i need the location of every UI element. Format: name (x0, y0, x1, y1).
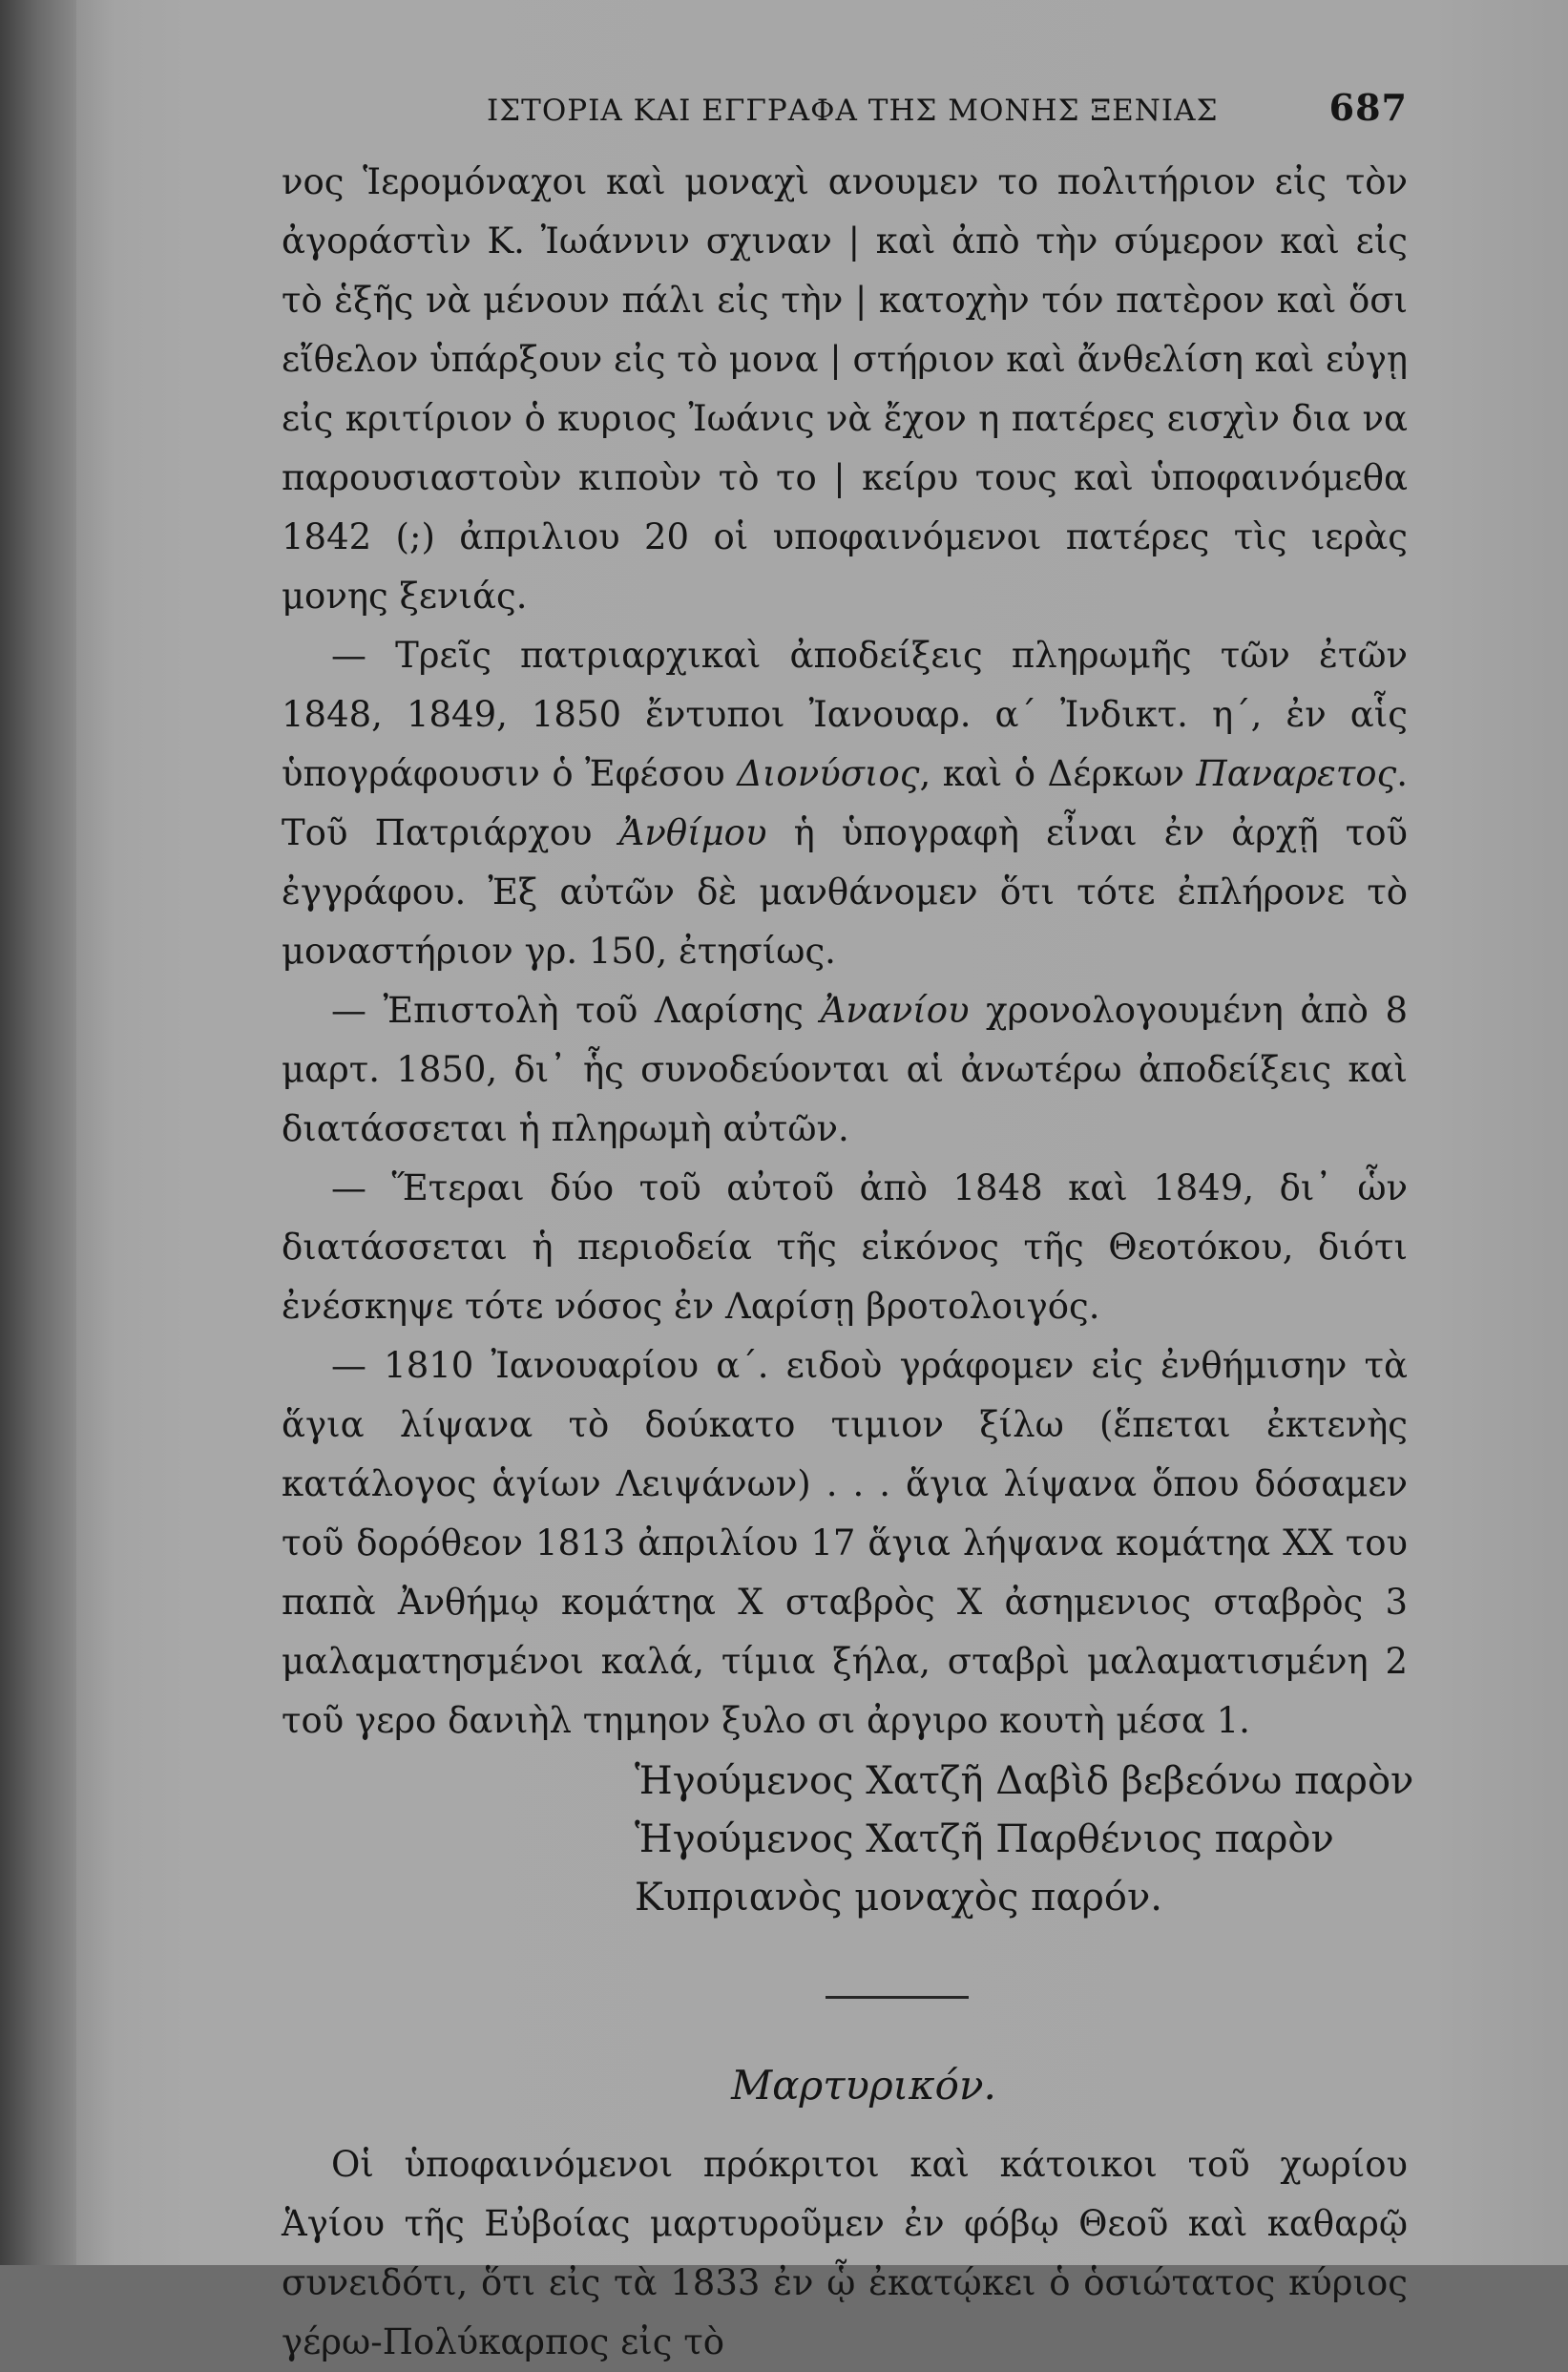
paragraph-testimony: Οἱ ὑποφαινόμενοι πρόκριτοι καὶ κάτοικοι τοῦ χωρίου Ἁγίου τῆς Εὐβοίας μαρτυροῦμεν ἐν φόβῳ Θεοῦ καὶ καθαρῷ συνειδότι, ὅτι εἰς τὰ 1833 ἐν ᾧ ἐκατῴκει ὁ ὁσιώτατος κύριος γέρω-Πολύκαρπος εἰς τὸ (282, 2144, 1408, 2362)
text-run: — Τρεῖς πατριαρχικαὶ ἀποδείξεις πληρωμῆς τῶν ἐτῶν 1848, 1849, 1850 ἔντυποι Ἰανουαρ. α΄ Ἰνδικτ. η΄, ἐν αἷς ὑπογράφουσιν ὁ Ἐφέσου (282, 635, 1408, 794)
paragraph-relics-1810: — 1810 Ἰανουαρίου α΄. ειδοὺ γράφομεν εἰς ἐνθήμισην τὰ ἅγια λίψανα τὸ δούκατο τιμιον ξίλω (ἕπεται ἐκτενὴς κατάλογος ἁγίων Λειψάνων) . . . ἅγια λίψανα ὅπου δόσαμεν τοῦ δορόθεον 1813 ἀπριλίου 17 ἅγια λήψανα κομάτηα XX του παπὰ Ἀνθήμῳ κομάτηα X σταβρὸς X ἀσημενιος σταβρὸς 3 μαλαματησμένοι καλά, τίμια ξήλα, σταβρὶ μαλαματισμένη 2 τοῦ γερο δανιὴλ τημηον ξυλο σι ἀργιρο κουτὴ μέσα 1. (282, 1345, 1408, 1741)
paragraph-document-continuation: νος Ἱερομόναχοι καὶ μοναχὶ ανουμεν το πολιτήριον εἰς τὸν ἀγοράστὶν Κ. Ἰωάννιν σχιναν | καὶ ἀπὸ τὴν σύμερον καὶ εἰς τὸ ἑξῆς νὰ μένουν πάλι εἰς τὴν | κατοχὴν τόν πατὲρον καὶ ὅσι εἴθελον ὑπάρξουν εἰς τὸ μονα | στήριον καὶ ἄνθελίση καὶ εὐγῃ εἰς κριτίριον ὁ κυριος Ἰωάνις νὰ ἔχον η πατέρες εισχὶν δια να παρουσιαστοὺν κιποὺν τὸ το | κείρυ τους καὶ ὑποφαινόμεθα 1842 (;) ἀπριλιου 20 οἱ υποφαινόμενοι πατέρες τὶς ιερὰς μονης ξενιάς. (282, 161, 1408, 617)
text-column (282, 86, 1414, 2372)
text-run: . Τοῦ Πατριάρχου (282, 753, 1408, 853)
paragraph-other-letters: — Ἕτεραι δύο τοῦ αὐτοῦ ἀπὸ 1848 καὶ 1849, δι᾿ ὧν διατάσσεται ἡ περιοδεία τῆς εἰκόνος τῆς Θεοτόκου, διότι ἐνέσκηψε τότε νόσος ἐν Λαρίσῃ βροτολοιγός. (282, 1167, 1408, 1327)
name-ananias: Ἀνανίου (820, 990, 970, 1031)
section-divider (826, 1996, 969, 1999)
name-panaretos: Παναρετος (1196, 753, 1397, 794)
book-spine-shadow (0, 0, 76, 2265)
section-title: Μαρτυρικόν. (731, 2062, 996, 2109)
paragraph-larissa-letter (282, 981, 1408, 1159)
name-dionysios: Διονύσιος (737, 753, 920, 794)
running-title: ΙΣΤΟΡΙΑ ΚΑΙ ΕΓΓΡΑΦΑ ΤΗΣ ΜΟΝΗΣ ΞΕΝΙΑΣ (487, 94, 1219, 128)
body-text-testimony (282, 2135, 1408, 2372)
name-anthimos: Ἀνθίμου (618, 812, 767, 853)
running-header (282, 86, 1408, 134)
text-run: — Ἐπιστολὴ τοῦ Λαρίσης (331, 990, 821, 1031)
text-run: ἡ ὑπογραφὴ εἶναι ἐν ἀρχῇ τοῦ ἐγγράφου. Ἐξ αὐτῶν δὲ μανθάνομεν ὅτι τότε ἐπλήρονε τὸ μοναστήριον γρ. 150, ἐτησίως. (282, 812, 1408, 972)
signature-line: Ἡγούμενος Χατζῆ Παρθένιος παρὸν (635, 1817, 1334, 1861)
page-number: 687 (1328, 86, 1408, 129)
body-text (282, 153, 1408, 1751)
signature-line: Κυπριανὸς μοναχὸς παρόν. (635, 1876, 1162, 1920)
signature-line: Ἡγούμενος Χατζῆ Δαβὶδ βεβεόνω παρὸν (635, 1759, 1414, 1803)
signature-block (635, 1753, 1414, 1927)
paragraph-patriarchal-receipts (282, 626, 1408, 981)
text-run: , καὶ ὁ Δέρκων (919, 753, 1197, 794)
text-run: χρονολογουμένη ἀπὸ 8 μαρτ. 1850, δι᾿ ἧς συνοδεύονται αἱ ἀνωτέρω ἀποδείξεις καὶ διατάσσεται ἡ πληρωμὴ αὐτῶν. (282, 990, 1408, 1149)
